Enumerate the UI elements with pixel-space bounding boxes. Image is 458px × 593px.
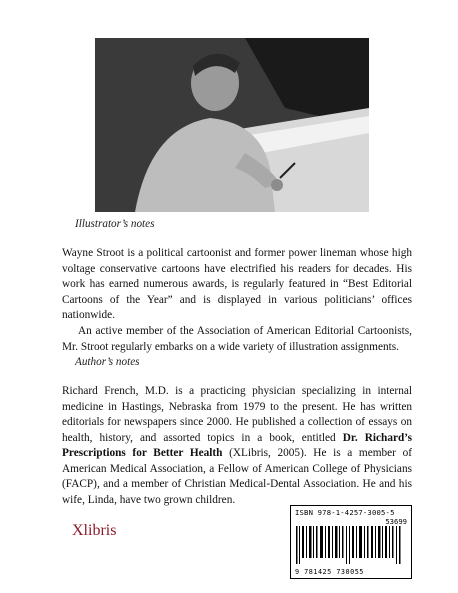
- isbn-barcode: [290, 505, 412, 579]
- price-code: 53699: [385, 517, 407, 526]
- barcode-bars: [296, 526, 406, 564]
- author-bio-text-end: (XLibris, 2005). He is a member of American Medical Association, a Fellow of American College of Physicians (FACP), and a member of Christian Medical-Dental Association. He and his wife, Linda, have two grown children.: [62, 447, 412, 506]
- book-title: Dr. Richard’s Prescriptions for Better Health: [62, 431, 413, 459]
- author-bio-paragraph: [62, 384, 412, 508]
- illustrator-bio-paragraph: Wayne Stroot is a political cartoonist and former power lineman whose high voltage conservative cartoons have electrified his readers for decades. His work has earned numerous awards, is regularly featured in “Best Editorial Cartoons of the Year” and is displayed in various politicians’ offices nationwide.: [62, 247, 412, 321]
- illustrator-notes-heading: Illustrator’s notes: [75, 218, 155, 230]
- isbn-number: ISBN 978-1-4257-3005-5: [295, 508, 395, 517]
- publisher-logo: Xlibris: [72, 522, 117, 539]
- author-notes-heading: Author’s notes: [75, 356, 140, 368]
- author-bio-text-start: Richard French, M.D. is a practicing physician specializing in internal medicine in Hastings, Nebraska from 1979 to the present. He has written editorials for newspapers since 2000. He published a collection of essays on health, history, and assorted topics in a book, entitled: [62, 385, 412, 444]
- illustrator-membership-paragraph: An active member of the Association of American Editorial Cartoonists, Mr. Stroot regularly embarks on a wide variety of illustration assignments.: [62, 325, 412, 353]
- illustrator-photo: [95, 38, 369, 212]
- barcode-number: 9 781425 730055: [295, 568, 364, 576]
